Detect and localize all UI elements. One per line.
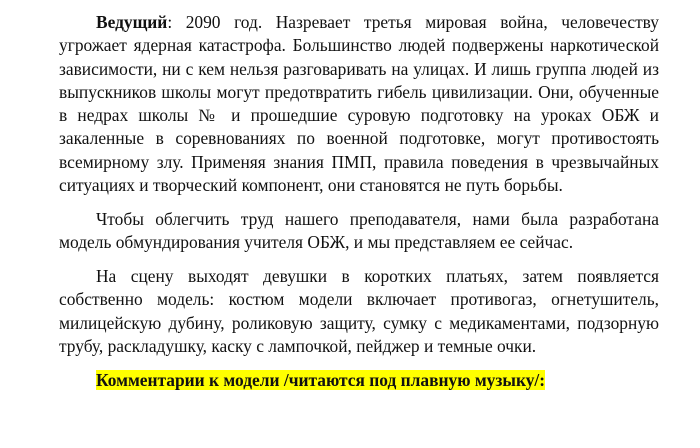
paragraph-stage-direction: На сцену выходят девушки в коротких платьях, затем появляется собственно модель: костюм модели включает противогаз, огнетушитель, милицейскую дубину, роликовую защиту, сумку с медикаментами, подзорную трубу, раскладушку, каску с лампочкой, пейджер и темные очки. (59, 265, 659, 356)
comment-heading-line (59, 369, 659, 392)
document-page (59, 11, 659, 392)
paragraph-model-intro: Чтобы облегчить труд нашего преподавателя, нами была разработана модель обмундирования учителя ОБЖ, и мы представляем ее сейчас. (59, 208, 659, 253)
paragraph-host-intro-text: : 2090 год. Назревает третья мировая война, человечеству угрожает ядерная катастрофа. Большинство людей подвержены наркотической зависимости, ни с кем нельзя разговаривать на улицах. И лишь группа людей из выпускников школы могут предотвратить гибель цивилизации. Они, обученные в недрах школы № и прошедшие суровую подготовку на уроках ОБЖ и закаленные в соревнованиях по военной подготовке, могут противостоять всемирному злу. Применяя знания ПМП, правила поведения в чрезвычайных ситуациях и творческий компонент, они становятся не путь борьбы. (59, 12, 659, 196)
paragraph-host-intro (59, 11, 659, 197)
speaker-label: Ведущий (96, 12, 168, 32)
comment-heading: Комментарии к модели /читаются под плавную музыку/: (96, 369, 546, 390)
